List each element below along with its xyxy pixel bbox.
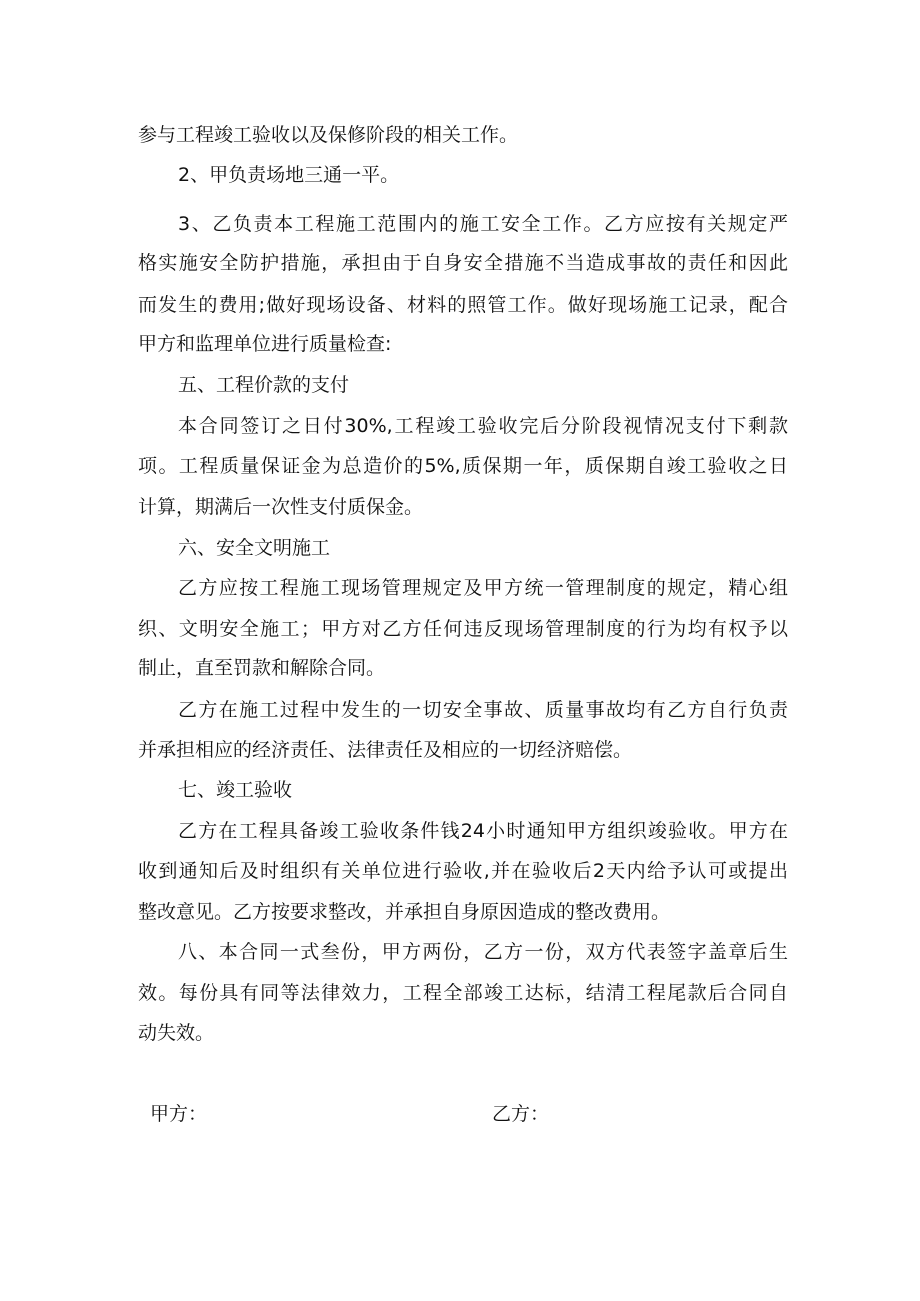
paragraph-line: 乙方应按工程施工现场管理规定及甲方统一管理制度的规定，精心组 xyxy=(178,577,788,599)
section-heading-acceptance: 七、竣工验收 xyxy=(178,779,293,801)
paragraph-line: 甲方和监理单位进行质量检查: xyxy=(138,333,392,355)
paragraph-line: 格实施安全防护措施，承担由于自身安全措施不当造成事故的责任和因此 xyxy=(138,252,788,274)
paragraph-line: 计算，期满后一次性支付质保金。 xyxy=(138,496,424,518)
clause-8-line: 八、本合同一式叁份，甲方两份，乙方一份，双方代表签字盖章后生 xyxy=(178,941,788,963)
clause-3-line: 3、乙负责本工程施工范围内的施工安全工作。乙方应按有关规定严 xyxy=(178,213,788,235)
clause-2-line: 2、甲负责场地三通一平。 xyxy=(178,164,400,186)
paragraph-line: 制止，直至罚款和解除合同。 xyxy=(138,657,386,679)
paragraph-line: 而发生的费用;做好现场设备、材料的照管工作。做好现场施工记录，配合 xyxy=(138,294,788,316)
paragraph-line: 动失效。 xyxy=(138,1022,215,1044)
section-heading-payment: 五、工程价款的支付 xyxy=(178,374,350,396)
paragraph-line: 乙方在施工过程中发生的一切安全事故、质量事故均有乙方自行负责 xyxy=(178,699,788,721)
party-a-signature-label: 甲方： xyxy=(150,1103,208,1125)
party-b-signature-label: 乙方： xyxy=(492,1103,550,1125)
paragraph-line: 收到通知后及时组织有关单位进行验收,并在验收后2天内给予认可或提出 xyxy=(138,860,788,882)
paragraph-line: 乙方在工程具备竣工验收条件钱24小时通知甲方组织竣验收。甲方在 xyxy=(178,820,788,842)
paragraph-line: 整改意见。乙方按要求整改，并承担自身原因造成的整改费用。 xyxy=(138,901,671,923)
paragraph-line: 织、文明安全施工；甲方对乙方任何违反现场管理制度的行为均有权予以 xyxy=(138,618,788,640)
paragraph-line: 并承担相应的经济责任、法律责任及相应的一切经济赔偿。 xyxy=(138,739,633,761)
paragraph-line: 效。每份具有同等法律效力，工程全部竣工达标，结清工程尾款后合同自 xyxy=(138,982,788,1004)
paragraph-line: 本合同签订之日付30%,工程竣工验收完后分阶段视情况支付下剩款 xyxy=(178,415,788,437)
paragraph-line: 参与工程竣工验收以及保修阶段的相关工作。 xyxy=(138,124,519,146)
paragraph-line: 项。工程质量保证金为总造价的5%,质保期一年，质保期自竣工验收之日 xyxy=(138,455,788,477)
section-heading-safety: 六、安全文明施工 xyxy=(178,537,331,559)
